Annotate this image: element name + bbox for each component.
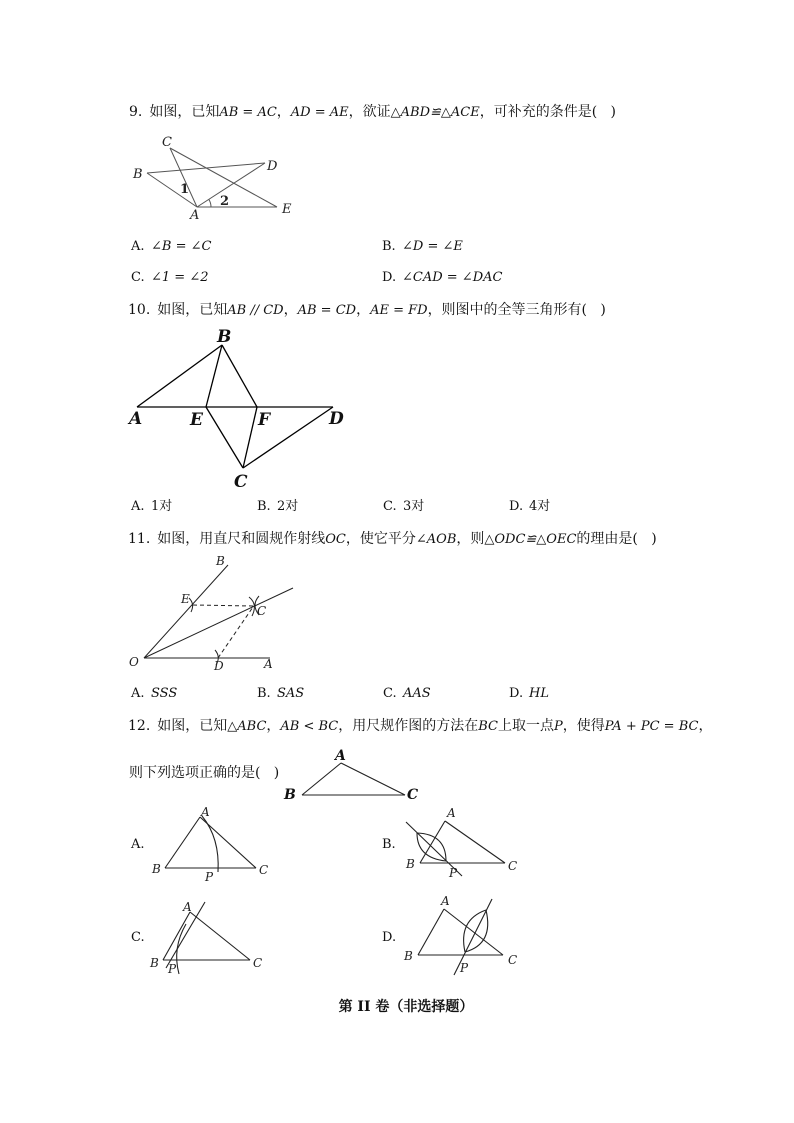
q12d-label-c: C: [508, 953, 518, 967]
q9-option-c-text: ∠1 = ∠2: [151, 270, 209, 285]
q11-option-b-text: SAS: [277, 686, 305, 701]
q9-stem-text: ，: [276, 104, 291, 120]
q12-stem-text: 上取一点: [498, 718, 554, 734]
q12b-label-c: C: [508, 859, 518, 873]
q12-stem-question: 则下列选项正确的是( ): [129, 765, 280, 781]
q10-given-ab-parallel-cd: AB // CD: [227, 303, 284, 318]
q11-stem-text: ，使它平分: [345, 531, 416, 547]
q10-option-b-label: B.: [257, 499, 271, 514]
q12a-label-c: C: [259, 863, 269, 877]
q10-option-c-label: C.: [383, 499, 397, 514]
q10-option-d-label: D.: [509, 499, 524, 514]
q10-segment-ab: [137, 345, 222, 407]
q12c-label-a: A: [183, 900, 192, 914]
q10-stem-text: 如图，已知: [157, 302, 228, 318]
q9-angle-2-arc: [209, 199, 211, 207]
q11-option-a-label: A.: [131, 686, 145, 701]
q9-goal-congruence: △ABD≌△ACE: [390, 105, 480, 120]
q12-option-c-label: C.: [131, 930, 145, 945]
q12-stem-text: ，使得: [562, 718, 605, 734]
q10-stem-question: ，则图中的全等三角形有( ): [427, 302, 606, 318]
q9-label-e: E: [282, 202, 292, 217]
q11-option-d-text: HL: [529, 686, 549, 701]
q11-label-e: E: [181, 592, 190, 606]
q10-label-b: B: [217, 327, 232, 347]
q12-option-c-figure: [149, 900, 262, 976]
q12-stem-text: ，: [266, 718, 281, 734]
q10-given-ae-fd: AE = FD: [370, 303, 428, 318]
q12c-label-b: B: [150, 956, 159, 970]
q12-option-a-label: A.: [131, 837, 145, 852]
q10-option-a-label: A.: [131, 499, 145, 514]
q9-option-a-label: A.: [131, 239, 145, 254]
q9-label-angle-2: 2: [220, 194, 230, 209]
q11-number: 11.: [128, 531, 151, 547]
q10-label-f: F: [258, 410, 271, 430]
q11-option-d-label: D.: [509, 686, 524, 701]
q12a-arc: [202, 816, 218, 872]
q9-label-d: D: [267, 159, 278, 174]
q12d-label-b: B: [404, 949, 413, 963]
q10-given-ab-cd: AB = CD: [297, 303, 357, 318]
q12d-label-p: P: [460, 961, 469, 975]
q12-segment-ac: [341, 763, 405, 795]
q10-label-c: C: [234, 472, 248, 492]
q10-option-d-text: 4对: [529, 499, 551, 514]
q9-stem-text: 如图，已知: [149, 104, 220, 120]
q10-stem-text: ，: [283, 302, 298, 318]
q12-option-d-label: D.: [382, 930, 397, 945]
q12b-label-p: P: [449, 866, 458, 880]
q12-option-b-label: B.: [382, 837, 396, 852]
q9-given-ab-ac: AB = AC: [219, 105, 277, 120]
q10-segment-fc: [243, 407, 257, 468]
q11-option-c-text: AAS: [403, 686, 431, 701]
q12-number: 12.: [128, 718, 151, 734]
q10-option-c-text: 3对: [403, 499, 425, 514]
q11-ray-oc: [144, 588, 293, 658]
q10-segment-bf: [222, 345, 257, 407]
q12-condition: PA + PC = BC: [604, 719, 699, 734]
q12d-arc-2: [464, 910, 486, 952]
q12d-label-a: A: [441, 894, 450, 908]
q10-label-d: D: [329, 409, 344, 429]
q11-ray-ob: [144, 565, 228, 658]
q10-segment-cd: [243, 407, 333, 468]
q11-figure: [129, 554, 293, 673]
q9-segment-ad: [197, 163, 265, 207]
q12-option-b-figure: [405, 806, 517, 880]
q11-option-c-label: C.: [383, 686, 397, 701]
q10-label-e: E: [190, 410, 203, 430]
q11-stem-question: 的理由是( ): [576, 531, 657, 547]
q12-label-c: C: [407, 787, 419, 803]
q12a-label-b: B: [152, 862, 161, 876]
q9-option-b-label: B.: [382, 239, 396, 254]
q12-point-p: P: [554, 719, 563, 734]
q10-label-a: A: [129, 409, 143, 429]
q11-label-d: D: [214, 659, 224, 673]
q12-given-ab-lt-bc: AB < BC: [280, 719, 339, 734]
q11-label-a: A: [264, 657, 273, 671]
q10-segment-ec: [206, 407, 243, 468]
q12a-segment-ab: [165, 817, 200, 868]
q12b-label-a: A: [447, 806, 456, 820]
q12-stem-text: 如图，已知: [157, 718, 228, 734]
q9-stem-question: ，可补充的条件是( ): [479, 104, 617, 120]
q11-dashed-ec: [193, 605, 253, 606]
q11-ray-oc: OC: [325, 532, 346, 547]
q10-stem-text: ，: [356, 302, 371, 318]
q10-number: 10.: [128, 302, 151, 318]
q11-label-b: B: [216, 554, 225, 568]
section-title: 第 II 卷（非选择题）: [338, 999, 474, 1015]
q9-option-d-text: ∠CAD = ∠DAC: [402, 270, 503, 285]
q9-option-c-label: C.: [131, 270, 145, 285]
q12-stem-text: ，用尺规作图的方法在: [338, 718, 479, 734]
q12b-segment-ac: [445, 821, 505, 863]
q12-triangle-abc: △ABC: [227, 719, 267, 734]
q9-option-a-text: ∠B = ∠C: [151, 239, 212, 254]
q9-label-b: B: [133, 167, 143, 182]
q12a-label-a: A: [201, 805, 210, 819]
q12c-label-p: P: [168, 962, 177, 976]
q11-label-o: O: [129, 655, 139, 669]
q11-option-a-text: SSS: [151, 686, 178, 701]
q12c-label-c: C: [253, 956, 263, 970]
q12-label-a: A: [335, 748, 346, 764]
q10-option-b-text: 2对: [277, 499, 299, 514]
q11-stem-text: 如图，用直尺和圆规作射线: [157, 531, 326, 547]
q11-stem-text: ，则: [456, 531, 485, 547]
q11-angle-aob: ∠AOB: [415, 532, 457, 547]
q12-figure: [283, 748, 418, 803]
q9-label-a: A: [190, 208, 200, 223]
q9-option-b-text: ∠D = ∠E: [402, 239, 463, 254]
q10-option-a-text: 1对: [151, 499, 173, 514]
q11-label-c: C: [257, 604, 267, 618]
q12-segment-ab: [302, 763, 341, 795]
q12d-segment-ab: [418, 909, 444, 955]
q12-option-a-figure: [151, 805, 268, 884]
q12a-label-p: P: [205, 870, 214, 884]
q9-option-d-label: D.: [382, 270, 397, 285]
q12-segment-bc: BC: [478, 719, 498, 734]
q11-option-b-label: B.: [257, 686, 271, 701]
q9-number: 9.: [129, 104, 143, 120]
q9-stem-text: ，欲证: [348, 104, 391, 120]
q9-label-c: C: [162, 135, 172, 150]
q9-label-angle-1: 1: [180, 182, 190, 197]
q9-figure: [132, 135, 292, 223]
q12-option-d-figure: [403, 894, 517, 975]
q12b-label-b: B: [406, 857, 415, 871]
q12-stem-text: ，: [698, 718, 713, 734]
q12c-arc: [177, 924, 186, 974]
q10-figure: [127, 327, 344, 492]
q12c-segment-ac: [190, 912, 250, 960]
q9-given-ad-ae: AD = AE: [290, 105, 349, 120]
q11-congruence: △ODC≌△OEC: [484, 532, 577, 547]
q12-label-b: B: [284, 787, 296, 803]
